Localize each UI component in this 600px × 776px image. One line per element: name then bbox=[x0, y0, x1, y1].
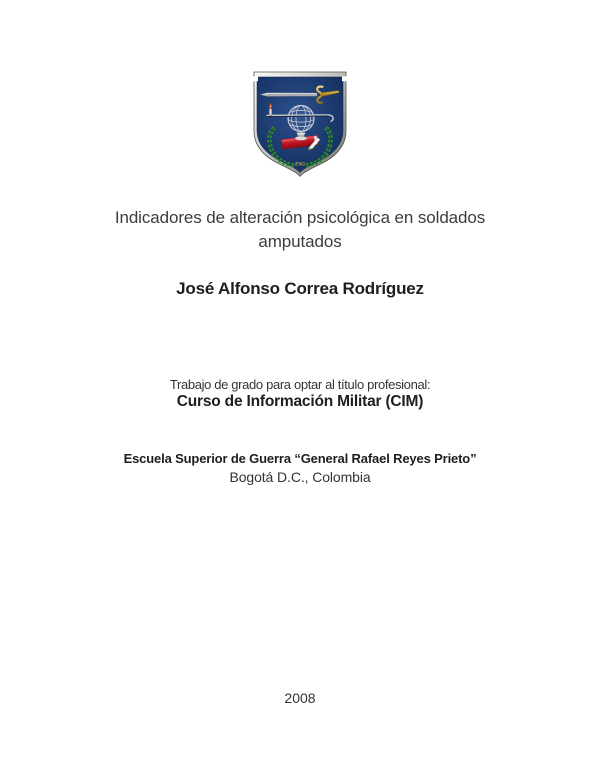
document-title bbox=[0, 206, 600, 253]
corner-notch-left bbox=[253, 76, 258, 81]
title-line-1: Indicadores de alteración psicológica en soldados bbox=[114, 208, 486, 227]
globe-icon bbox=[288, 106, 314, 132]
corner-notch-right bbox=[342, 76, 347, 81]
degree-program: Curso de Información Militar (CIM) bbox=[176, 393, 424, 410]
publication-year: 2008 bbox=[284, 690, 316, 706]
institution-name: Escuela Superior de Guerra “General Rafael Reyes Prieto” bbox=[123, 451, 477, 466]
author-name: José Alfonso Correa Rodríguez bbox=[176, 279, 424, 298]
crest-monogram: ESG bbox=[294, 161, 306, 168]
title-line-2: amputados bbox=[258, 231, 342, 251]
degree-statement: Trabajo de grado para optar al título profesional: bbox=[169, 377, 431, 392]
crest-shield-icon bbox=[253, 71, 347, 177]
institution-location: Bogotá D.C., Colombia bbox=[229, 469, 371, 485]
school-crest bbox=[253, 71, 347, 177]
candle-icon bbox=[269, 103, 272, 115]
